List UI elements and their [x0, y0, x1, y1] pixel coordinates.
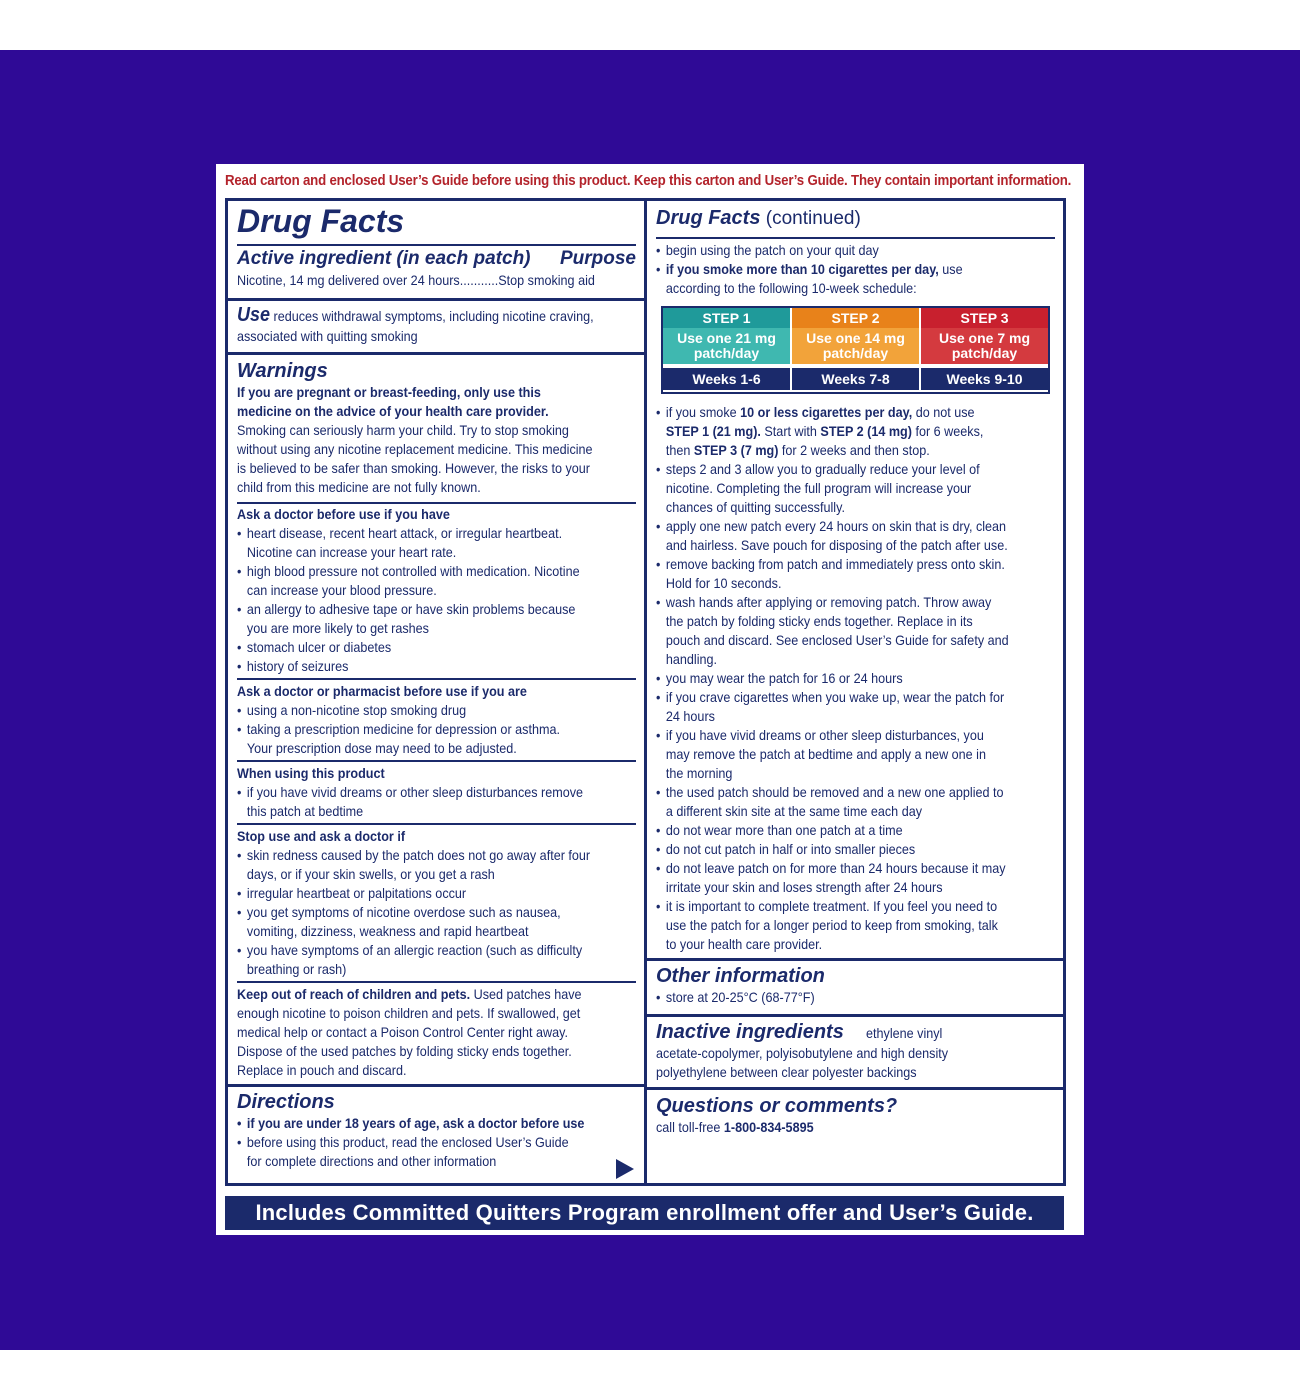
- subsection-rule: [237, 502, 636, 504]
- pregnancy-text: is believed to be safer than smoking. However, the risks to your: [237, 460, 590, 476]
- title-rule: [237, 244, 636, 246]
- list-item: the patch by folding sticky ends together. Replace in its: [665, 613, 973, 629]
- use-section: [228, 303, 644, 346]
- purpose-heading: Purpose: [559, 248, 636, 269]
- section-rule: [228, 352, 644, 355]
- list-item: • stomach ulcer or diabetes: [237, 638, 596, 657]
- intro-bold: if you smoke more than 10 cigarettes per day,: [665, 261, 939, 277]
- list-item: • the used patch should be removed and a new one applied to: [656, 783, 1015, 802]
- list-item: and hairless. Save pouch for disposing of the patch after use.: [665, 537, 1008, 553]
- continued-label: (continued): [760, 208, 861, 229]
- list-item: pouch and discard. See enclosed User’s Guide for safety and: [665, 632, 1009, 648]
- directions-section: [228, 1090, 644, 1171]
- step-label: STEP 1: [663, 308, 790, 328]
- step-dose: [792, 328, 919, 364]
- dose-line: patch/day: [951, 345, 1018, 361]
- list-item: • using a non-nicotine stop smoking drug: [237, 701, 596, 720]
- use-label: Use: [237, 304, 271, 326]
- storage-line: • store at 20-25°C (68-77°F): [656, 988, 1015, 1007]
- questions-section: [647, 1094, 1063, 1137]
- when-using-heading: When using this product: [237, 765, 385, 781]
- list-item: Nicotine can increase your heart rate.: [246, 544, 457, 560]
- drug-facts-panel: [216, 164, 1084, 1235]
- list-item: Your prescription dose may need to be adjusted.: [246, 740, 517, 756]
- bold-text: 10 or less cigarettes per day,: [740, 404, 913, 420]
- step-weeks: Weeks 9-10: [921, 368, 1048, 390]
- pregnancy-text: child from this medicine are not fully known.: [237, 479, 481, 495]
- title-rule: [656, 237, 1055, 239]
- inactive-ingredients-title: Inactive ingredients: [656, 1021, 844, 1043]
- stop-use-heading: Stop use and ask a doctor if: [237, 828, 406, 844]
- ask-pharmacist-section: [228, 682, 644, 758]
- phone-number: 1-800-834-5895: [723, 1119, 814, 1135]
- dose-line: Use one 21 mg: [677, 330, 776, 346]
- directions-line: for complete directions and other information: [246, 1153, 497, 1169]
- use-text-2: associated with quitting smoking: [237, 328, 418, 344]
- other-information-title: Other information: [656, 965, 825, 987]
- list-item: irritate your skin and loses strength after 24 hours: [665, 879, 943, 895]
- section-rule: [228, 1084, 644, 1087]
- list-item: • wash hands after applying or removing patch. Throw away: [656, 593, 1015, 612]
- warnings-section: [228, 359, 644, 497]
- dose-line: Use one 14 mg: [806, 330, 905, 346]
- keep-out-section: [228, 985, 644, 1080]
- list-item: • apply one new patch every 24 hours on skin that is dry, clean: [656, 517, 1015, 536]
- schedule-intro: [647, 241, 1063, 298]
- subsection-rule: [237, 981, 636, 983]
- when-using-list: [237, 783, 636, 821]
- other-information-section: [647, 964, 1063, 1007]
- subsection-rule: [237, 678, 636, 680]
- list-item: • you have symptoms of an allergic reaction (such as difficulty: [237, 941, 596, 960]
- pregnancy-warning-bold: medicine on the advice of your health care provider.: [237, 403, 549, 419]
- list-item: • if you crave cigarettes when you wake up, wear the patch for: [656, 688, 1015, 707]
- step-label: STEP 2: [792, 308, 919, 328]
- section-rule: [647, 1014, 1063, 1017]
- ask-doctor-heading: Ask a doctor before use if you have: [237, 506, 450, 522]
- list-item: 24 hours: [665, 708, 715, 724]
- intro-text: use: [938, 261, 963, 277]
- list-item: this patch at bedtime: [246, 803, 364, 819]
- list-item: days, or if your skin swells, or you get a rash: [246, 866, 495, 882]
- list-item: • do not leave patch on for more than 24 hours because it may: [656, 859, 1015, 878]
- step-weeks: Weeks 7-8: [792, 368, 919, 390]
- step-2: [792, 308, 919, 392]
- bold-text: STEP 1 (21 mg).: [665, 423, 761, 439]
- step-dose: [921, 328, 1048, 364]
- ask-pharmacist-heading: Ask a doctor or pharmacist before use if you are: [237, 683, 527, 699]
- warnings-title: Warnings: [237, 360, 328, 382]
- section-rule: [647, 958, 1063, 961]
- when-using-section: [228, 764, 644, 821]
- step-dose: [663, 328, 790, 364]
- keep-out-bold: Keep out of reach of children and pets.: [237, 986, 471, 1002]
- text: do not use: [912, 404, 975, 420]
- step-1: [663, 308, 790, 392]
- list-item: • high blood pressure not controlled with medication. Nicotine: [237, 562, 596, 581]
- subsection-rule: [237, 760, 636, 762]
- list-item: the morning: [665, 765, 733, 781]
- directions-title: Directions: [237, 1091, 335, 1113]
- list-item: • it is important to complete treatment. If you feel you need to: [656, 897, 1015, 916]
- committed-quitters-banner: Includes Committed Quitters Program enrollment offer and User’s Guide.: [225, 1196, 1064, 1230]
- list-item: Hold for 10 seconds.: [665, 575, 782, 591]
- list-item: • irregular heartbeat or palpitations occur: [237, 884, 596, 903]
- dose-line: Use one 7 mg: [938, 330, 1031, 346]
- list-item: • do not wear more than one patch at a time: [656, 821, 1015, 840]
- step-label: STEP 3: [921, 308, 1048, 328]
- text: if you smoke: [665, 404, 741, 420]
- list-item: breathing or rash): [246, 961, 347, 977]
- ask-pharmacist-list: [237, 701, 636, 758]
- intro-line: • begin using the patch on your quit day: [656, 241, 1015, 260]
- right-column: [647, 201, 1063, 1183]
- active-ingredient-heading: Active ingredient (in each patch): [237, 248, 531, 269]
- keep-out-text: medical help or contact a Poison Control Center right away.: [237, 1024, 569, 1040]
- drug-facts-title: Drug Facts: [237, 203, 405, 239]
- list-item: to your health care provider.: [665, 936, 823, 952]
- list-item: chances of quitting successfully.: [665, 499, 845, 515]
- step-weeks: Weeks 1-6: [663, 368, 790, 390]
- active-ingredient-line: Nicotine, 14 mg delivered over 24 hours...........Stop smoking aid: [237, 272, 595, 288]
- play-triangle-icon: [616, 1159, 634, 1179]
- text: Start with: [760, 423, 821, 439]
- pregnancy-warning-bold: If you are pregnant or breast-feeding, only use this: [237, 384, 541, 400]
- list-item: may remove the patch at bedtime and apply a new one in: [665, 746, 987, 762]
- keep-out-text: Dispose of the used patches by folding sticky ends together.: [237, 1043, 572, 1059]
- top-warning: Read carton and enclosed User’s Guide before using this product. Keep this carton and User’s Guide. They contain important information.: [225, 173, 1072, 189]
- keep-out-text: Used patches have: [470, 986, 582, 1002]
- list-item: • you may wear the patch for 16 or 24 hours: [656, 669, 1015, 688]
- inactive-text: acetate-copolymer, polyisobutylene and high density: [656, 1045, 949, 1061]
- list-item: • remove backing from patch and immediately press onto skin.: [656, 555, 1015, 574]
- list-item: • heart disease, recent heart attack, or irregular heartbeat.: [237, 524, 596, 543]
- text: for 6 weeks,: [911, 423, 984, 439]
- intro-line: according to the following 10-week schedule:: [665, 280, 917, 296]
- list-item: vomiting, dizziness, weakness and rapid heartbeat: [246, 923, 529, 939]
- list-item: • history of seizures: [237, 657, 596, 676]
- bold-text: STEP 2 (14 mg): [820, 423, 912, 439]
- ask-doctor-section: [228, 505, 644, 676]
- dose-line: patch/day: [693, 345, 760, 361]
- directions-line: • before using this product, read the enclosed User’s Guide: [237, 1133, 596, 1152]
- drug-facts-continued-title: Drug Facts: [656, 207, 761, 229]
- keep-out-text: Replace in pouch and discard.: [237, 1062, 407, 1078]
- questions-text: call toll-free: [656, 1119, 724, 1135]
- questions-title: Questions or comments?: [656, 1095, 898, 1117]
- drug-facts-frame: [225, 198, 1066, 1186]
- inactive-text: ethylene vinyl: [865, 1025, 943, 1041]
- list-item: • you get symptoms of nicotine overdose such as nausea,: [237, 903, 596, 922]
- list-item: • if you have vivid dreams or other sleep disturbances remove: [237, 783, 596, 802]
- subsection-rule: [237, 823, 636, 825]
- list-item: use the patch for a longer period to keep from smoking, talk: [665, 917, 998, 933]
- left-column: [228, 201, 644, 1183]
- inactive-text: polyethylene between clear polyester backings: [656, 1064, 917, 1080]
- stop-use-section: [228, 827, 644, 979]
- usage-instructions: [647, 403, 1063, 954]
- list-item: • an allergy to adhesive tape or have skin problems because: [237, 600, 596, 619]
- directions-bold: • if you are under 18 years of age, ask a doctor before use: [237, 1114, 596, 1133]
- text: then: [665, 442, 694, 458]
- step-3: [921, 308, 1048, 392]
- use-text-1: reduces withdrawal symptoms, including nicotine craving,: [270, 308, 594, 324]
- section-rule: [647, 1087, 1063, 1090]
- section-rule: [228, 298, 644, 301]
- pregnancy-text: without using any nicotine replacement medicine. This medicine: [237, 441, 593, 457]
- ask-doctor-list: [237, 524, 636, 676]
- list-item: • skin redness caused by the patch does not go away after four: [237, 846, 596, 865]
- bold-text: STEP 3 (7 mg): [693, 442, 779, 458]
- list-item: can increase your blood pressure.: [246, 582, 437, 598]
- text: for 2 weeks and then stop.: [778, 442, 930, 458]
- list-item: nicotine. Completing the full program will increase your: [665, 480, 972, 496]
- stop-use-list: [237, 846, 636, 979]
- list-item: you are more likely to get rashes: [246, 620, 429, 636]
- list-item: a different skin site at the same time each day: [665, 803, 923, 819]
- list-item: handling.: [665, 651, 718, 667]
- dose-line: patch/day: [822, 345, 889, 361]
- step-schedule-table: [661, 306, 1050, 394]
- usage-list: [656, 460, 1055, 954]
- list-item: • taking a prescription medicine for depression or asthma.: [237, 720, 596, 739]
- list-item: • steps 2 and 3 allow you to gradually reduce your level of: [656, 460, 1015, 479]
- list-item: • do not cut patch in half or into smaller pieces: [656, 840, 1015, 859]
- pregnancy-text: Smoking can seriously harm your child. Try to stop smoking: [237, 422, 569, 438]
- keep-out-text: enough nicotine to poison children and pets. If swallowed, get: [237, 1005, 581, 1021]
- list-item: • if you have vivid dreams or other sleep disturbances, you: [656, 726, 1015, 745]
- inactive-ingredients-section: [647, 1020, 1063, 1082]
